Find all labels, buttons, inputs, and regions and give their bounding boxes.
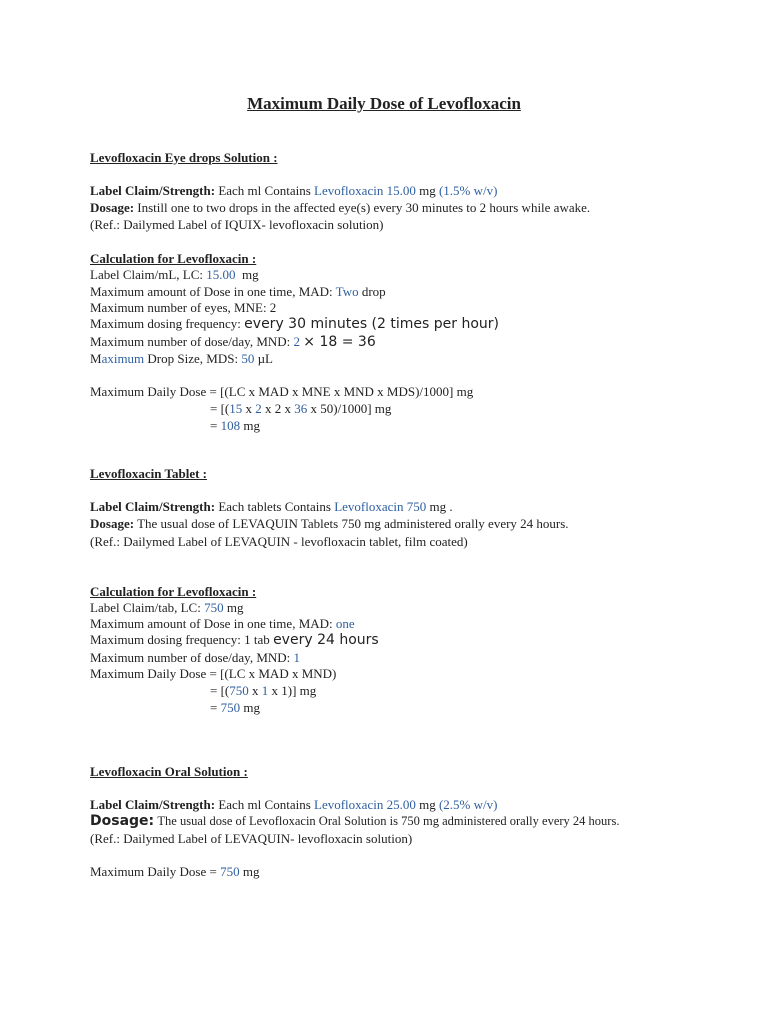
mds-m: M <box>90 351 102 366</box>
mds-label: Drop Size, MDS: <box>147 351 239 366</box>
step-text: x <box>252 683 259 698</box>
mnd-label: Maximum number of dose/day, MND: <box>90 334 291 349</box>
mds-unit: µL <box>257 351 273 366</box>
mad-label: Maximum amount of Dose in one time, MAD: <box>90 616 333 631</box>
mnd-value: 1 <box>293 650 301 665</box>
mdd-value: 750 <box>220 864 240 879</box>
label-claim-unit: mg <box>419 183 436 198</box>
step-text: x <box>245 401 252 416</box>
freq-value: every 24 hours <box>273 632 379 648</box>
freq-label: Maximum dosing frequency: <box>90 316 241 331</box>
mad-value: Two <box>335 284 359 299</box>
mds-aximum: aximum <box>101 351 145 366</box>
step-value: 750 <box>229 683 249 698</box>
result-value: 108 <box>220 418 241 433</box>
label-claim-text: Each tablets Contains <box>218 499 331 514</box>
tablet-reference: (Ref.: Dailymed Label of LEVAQUIN - levofloxacin tablet, film coated) <box>90 534 468 549</box>
mad-value: one <box>335 616 355 631</box>
oral-reference: (Ref.: Dailymed Label of LEVAQUIN- levofloxacin solution) <box>90 831 413 846</box>
tablet-heading: Levofloxacin Tablet : <box>90 466 208 481</box>
oral-max-daily-dose <box>90 864 259 880</box>
step-text: = [( <box>210 401 230 416</box>
step-value: 2 <box>255 401 262 416</box>
mnd-value: 2 <box>293 334 301 349</box>
eye-mad-line <box>90 284 386 300</box>
step-value: 36 <box>294 401 308 416</box>
step-text: x 50)/1000] mg <box>310 401 392 416</box>
step-text: mg <box>243 700 260 715</box>
tablet-label-claim <box>90 499 453 515</box>
tablet-lc-line <box>90 600 243 616</box>
oral-solution-heading: Levofloxacin Oral Solution : <box>90 764 248 779</box>
tablet-formula: Maximum Daily Dose = [(LC x MAD x MND) <box>90 666 337 681</box>
oral-dosage <box>90 813 619 829</box>
tablet-mnd-line <box>90 650 300 666</box>
tablet-calc-heading: Calculation for Levofloxacin : <box>90 584 257 599</box>
step-text: x 1)] mg <box>271 683 317 698</box>
step-text: = <box>210 700 218 715</box>
label-claim-label: Label Claim/Strength: <box>90 499 216 514</box>
eye-mds-line <box>90 351 273 367</box>
tablet-freq-line <box>90 632 379 648</box>
tablet-formula-step1 <box>210 683 316 699</box>
eye-label-claim <box>90 183 497 199</box>
mnd-label: Maximum number of dose/day, MND: <box>90 650 291 665</box>
label-claim-label: Label Claim/Strength: <box>90 797 216 812</box>
mnd-calc: × 18 = 36 <box>303 334 376 350</box>
eye-freq-line <box>90 316 499 332</box>
freq-label: Maximum dosing frequency: 1 tab <box>90 632 270 647</box>
eye-formula: Maximum Daily Dose = [(LC x MAD x MNE x MND x MDS)/1000] mg <box>90 384 474 399</box>
dosage-text: Instill one to two drops in the affected eye(s) every 30 minutes to 2 hours while awake. <box>137 200 591 215</box>
page-title: Maximum Daily Dose of Levofloxacin <box>247 94 521 113</box>
lc-unit: mg <box>226 600 244 615</box>
label-claim-drug: Levofloxacin 25.00 <box>314 797 416 812</box>
lc-unit: mg <box>242 267 259 282</box>
oral-label-claim <box>90 797 497 813</box>
mad-label: Maximum amount of Dose in one time, MAD: <box>90 284 333 299</box>
eye-formula-step2 <box>210 418 260 434</box>
lc-value: 15.00 <box>206 267 236 282</box>
eye-formula-step1 <box>210 401 391 417</box>
eye-mnd-line <box>90 334 376 350</box>
lc-label: Label Claim/tab, LC: <box>90 600 201 615</box>
mdd-unit: mg <box>242 864 260 879</box>
lc-label: Label Claim/mL, LC: <box>90 267 204 282</box>
step-text: = [( <box>210 683 230 698</box>
mdd-label: Maximum Daily Dose = <box>90 864 217 879</box>
eye-reference: (Ref.: Dailymed Label of IQUIX- levofloxacin solution) <box>90 217 384 232</box>
eye-lc-line <box>90 267 259 283</box>
label-claim-percent: (2.5% w/v) <box>438 797 498 812</box>
dosage-label: Dosage: <box>90 516 135 531</box>
eye-mne-line: Maximum number of eyes, MNE: 2 <box>90 300 277 315</box>
label-claim-drug: Levofloxacin 15.00 <box>314 183 416 198</box>
tablet-dosage <box>90 516 569 532</box>
step-value: 15 <box>229 401 243 416</box>
eye-dosage <box>90 200 590 216</box>
label-claim-unit: mg . <box>429 499 453 514</box>
label-claim-text: Each ml Contains <box>218 183 311 198</box>
tablet-formula-step2 <box>210 700 260 716</box>
result-value: 750 <box>220 700 241 715</box>
mad-unit: drop <box>361 284 386 299</box>
dosage-text: The usual dose of LEVAQUIN Tablets 750 mg administered orally every 24 hours. <box>137 516 569 531</box>
dosage-label: Dosage: <box>90 813 155 829</box>
label-claim-text: Each ml Contains <box>218 797 311 812</box>
tablet-mad-line <box>90 616 355 632</box>
label-claim-drug: Levofloxacin 750 <box>334 499 427 514</box>
step-value: 1 <box>261 683 269 698</box>
step-text: = <box>210 418 218 433</box>
label-claim-label: Label Claim/Strength: <box>90 183 216 198</box>
label-claim-percent: (1.5% w/v) <box>438 183 498 198</box>
freq-value: every 30 minutes (2 times per hour) <box>244 316 499 332</box>
eye-calc-heading: Calculation for Levofloxacin : <box>90 251 257 266</box>
label-claim-unit: mg <box>419 797 436 812</box>
mds-value: 50 <box>241 351 255 366</box>
step-text: mg <box>243 418 260 433</box>
eye-drops-heading: Levofloxacin Eye drops Solution : <box>90 150 278 165</box>
dosage-label: Dosage: <box>90 200 135 215</box>
step-text: x 2 x <box>265 401 291 416</box>
dosage-text: The usual dose of Levofloxacin Oral Solution is 750 mg administered orally every 24 hours. <box>157 814 620 828</box>
lc-value: 750 <box>204 600 224 615</box>
